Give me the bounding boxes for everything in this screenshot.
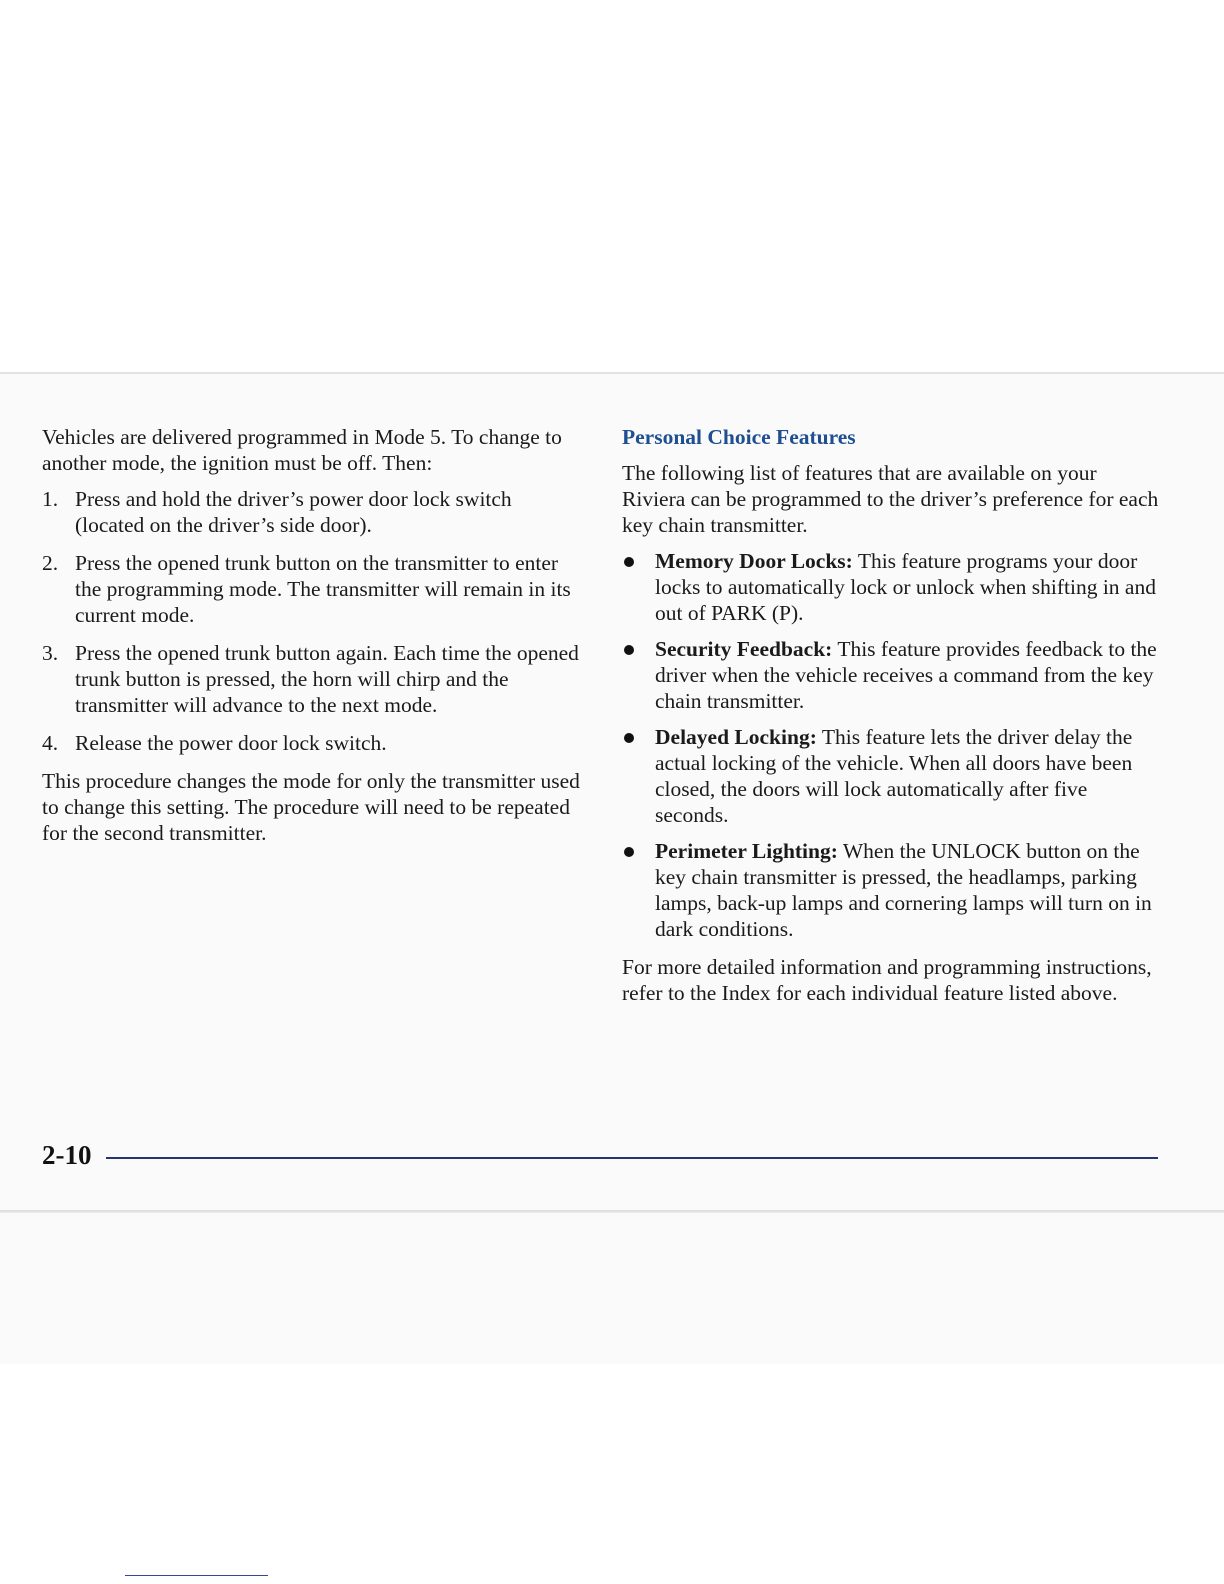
bullet-icon (624, 557, 634, 567)
feature-list (622, 548, 1162, 942)
outro-paragraph: For more detailed information and programming instructions, refer to the Index for each individual feature listed above. (622, 955, 1152, 1005)
step-item (42, 550, 582, 628)
step-text: Release the power door lock switch. (75, 731, 387, 755)
right-column (622, 424, 1162, 1006)
feature-item (622, 838, 1162, 942)
feature-item (622, 636, 1162, 714)
feature-item (622, 724, 1162, 828)
footer-rule (106, 1157, 1158, 1159)
page-number: 2-10 (42, 1140, 92, 1170)
programming-steps (42, 486, 582, 756)
bullet-icon (624, 645, 634, 655)
step-item (42, 486, 582, 538)
feature-description: When the UNLOCK button on the key chain transmitter is pressed, the headlamps, parking lamps, back-up lamps and cornering lamps will turn on in dark conditions. (655, 839, 1152, 941)
feature-term: Perimeter Lighting: (655, 839, 838, 863)
step-item (42, 730, 582, 756)
lead-paragraph: The following list of features that are available on your Riviera can be programmed to the driver’s preference for each key chain transmitter. (622, 461, 1159, 537)
step-number: 4. (42, 731, 59, 755)
feature-description: This feature lets the driver delay the actual locking of the vehicle. When all doors have been closed, the doors will lock automatically after five seconds. (655, 725, 1133, 827)
bullet-icon (624, 847, 634, 857)
feature-description: This feature programs your door locks to automatically lock or unlock when shifting in and out of PARK (P). (655, 549, 1156, 625)
step-number: 3. (42, 641, 59, 665)
step-text: Press and hold the driver’s power door lock switch (located on the driver’s side door). (75, 487, 512, 537)
bullet-icon (624, 733, 634, 743)
closing-paragraph: This procedure changes the mode for only the transmitter used to change this setting. The procedure will need to be repeated for the second transmitter. (42, 769, 580, 845)
bottom-divider (125, 1575, 268, 1576)
step-number: 2. (42, 551, 59, 575)
scan-bottom-edge (0, 1210, 1224, 1213)
step-text: Press the opened trunk button on the transmitter to enter the programming mode. The transmitter will remain in its current mode. (75, 551, 571, 627)
feature-term: Security Feedback: (655, 637, 833, 661)
feature-term: Memory Door Locks: (655, 549, 853, 573)
feature-description: This feature provides feedback to the driver when the vehicle receives a command from the key chain transmitter. (655, 637, 1157, 713)
intro-paragraph: Vehicles are delivered programmed in Mode 5. To change to another mode, the ignition must be off. Then: (42, 425, 562, 475)
feature-item (622, 548, 1162, 626)
left-column (42, 424, 582, 846)
step-number: 1. (42, 487, 59, 511)
scan-top-edge (0, 372, 1224, 374)
step-item (42, 640, 582, 718)
feature-term: Delayed Locking: (655, 725, 817, 749)
section-heading: Personal Choice Features (622, 425, 856, 449)
page-footer (42, 1138, 1158, 1178)
step-text: Press the opened trunk button again. Each time the opened trunk button is pressed, the horn will chirp and the transmitter will advance to the next mode. (75, 641, 579, 717)
